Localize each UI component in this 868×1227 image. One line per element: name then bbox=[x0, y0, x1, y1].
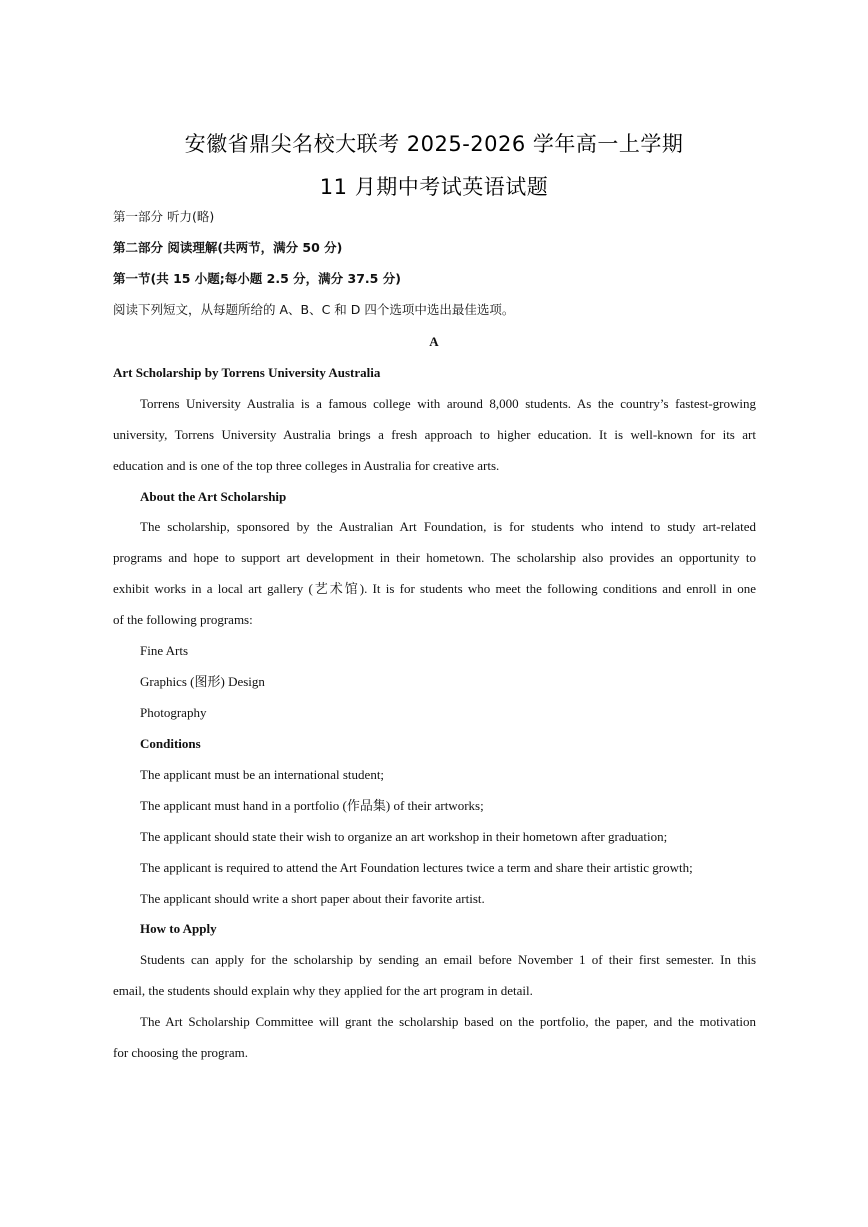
condition-item: The applicant is required to attend the Art Foundation lectures twice a term and share their artistic growth; bbox=[140, 860, 693, 875]
condition-item: The applicant should write a short paper about their favorite artist. bbox=[140, 891, 485, 906]
apply-line: email, the students should explain why they applied for the art program in detail. bbox=[113, 983, 533, 998]
condition-item: The applicant must hand in a portfolio (作品集) of their artworks; bbox=[140, 798, 484, 813]
conditions-heading: Conditions bbox=[140, 736, 201, 751]
condition-item: The applicant must be an international student; bbox=[140, 767, 385, 782]
exam-title-line2: 11 月期中考试英语试题 bbox=[319, 175, 549, 199]
grant-line: for choosing the program. bbox=[113, 1045, 249, 1060]
intro-line: education and is one of the top three colleges in Australia for creative arts. bbox=[113, 458, 500, 473]
section-listening: 第一部分 听力(略) bbox=[113, 209, 215, 224]
program-item: Graphics (图形) Design bbox=[140, 674, 265, 689]
program-item: Photography bbox=[140, 705, 207, 720]
intro-line: university, Torrens University Australia brings a fresh approach to higher education. It is well-known for its art bbox=[113, 427, 756, 442]
program-item: Fine Arts bbox=[140, 643, 189, 658]
about-heading: About the Art Scholarship bbox=[140, 489, 287, 504]
grant-line: The Art Scholarship Committee will grant the scholarship based on the portfolio, the paper, and the motivation bbox=[140, 1014, 756, 1029]
about-line: The scholarship, sponsored by the Australian Art Foundation, is for students who intend to study art-related bbox=[140, 519, 756, 534]
about-line: programs and hope to support art development in their hometown. The scholarship also provides an opportunity to bbox=[113, 550, 756, 565]
intro-line: Torrens University Australia is a famous college with around 8,000 students. As the country’s fastest-growing bbox=[140, 396, 756, 411]
exam-title-line1: 安徽省鼎尖名校大联考 2025-2026 学年高一上学期 bbox=[184, 132, 684, 156]
apply-line: Students can apply for the scholarship by sending an email before November 1 of their first semester. In this bbox=[140, 952, 756, 967]
passage-label: A bbox=[429, 334, 439, 349]
subsection-1: 第一节(共 15 小题;每小题 2.5 分，满分 37.5 分) bbox=[113, 271, 401, 286]
about-line: exhibit works in a local art gallery (艺术馆). It is for students who meet the following conditions and enroll in one bbox=[113, 581, 756, 596]
about-line: of the following programs: bbox=[113, 612, 253, 627]
apply-heading: How to Apply bbox=[140, 921, 217, 936]
condition-item: The applicant should state their wish to organize an art workshop in their hometown after graduation; bbox=[140, 829, 668, 844]
passage-title: Art Scholarship by Torrens University Australia bbox=[113, 365, 381, 380]
instruction-text: 阅读下列短文，从每题所给的 A、B、C 和 D 四个选项中选出最佳选项。 bbox=[113, 302, 515, 317]
section-reading: 第二部分 阅读理解(共两节，满分 50 分) bbox=[113, 240, 343, 255]
